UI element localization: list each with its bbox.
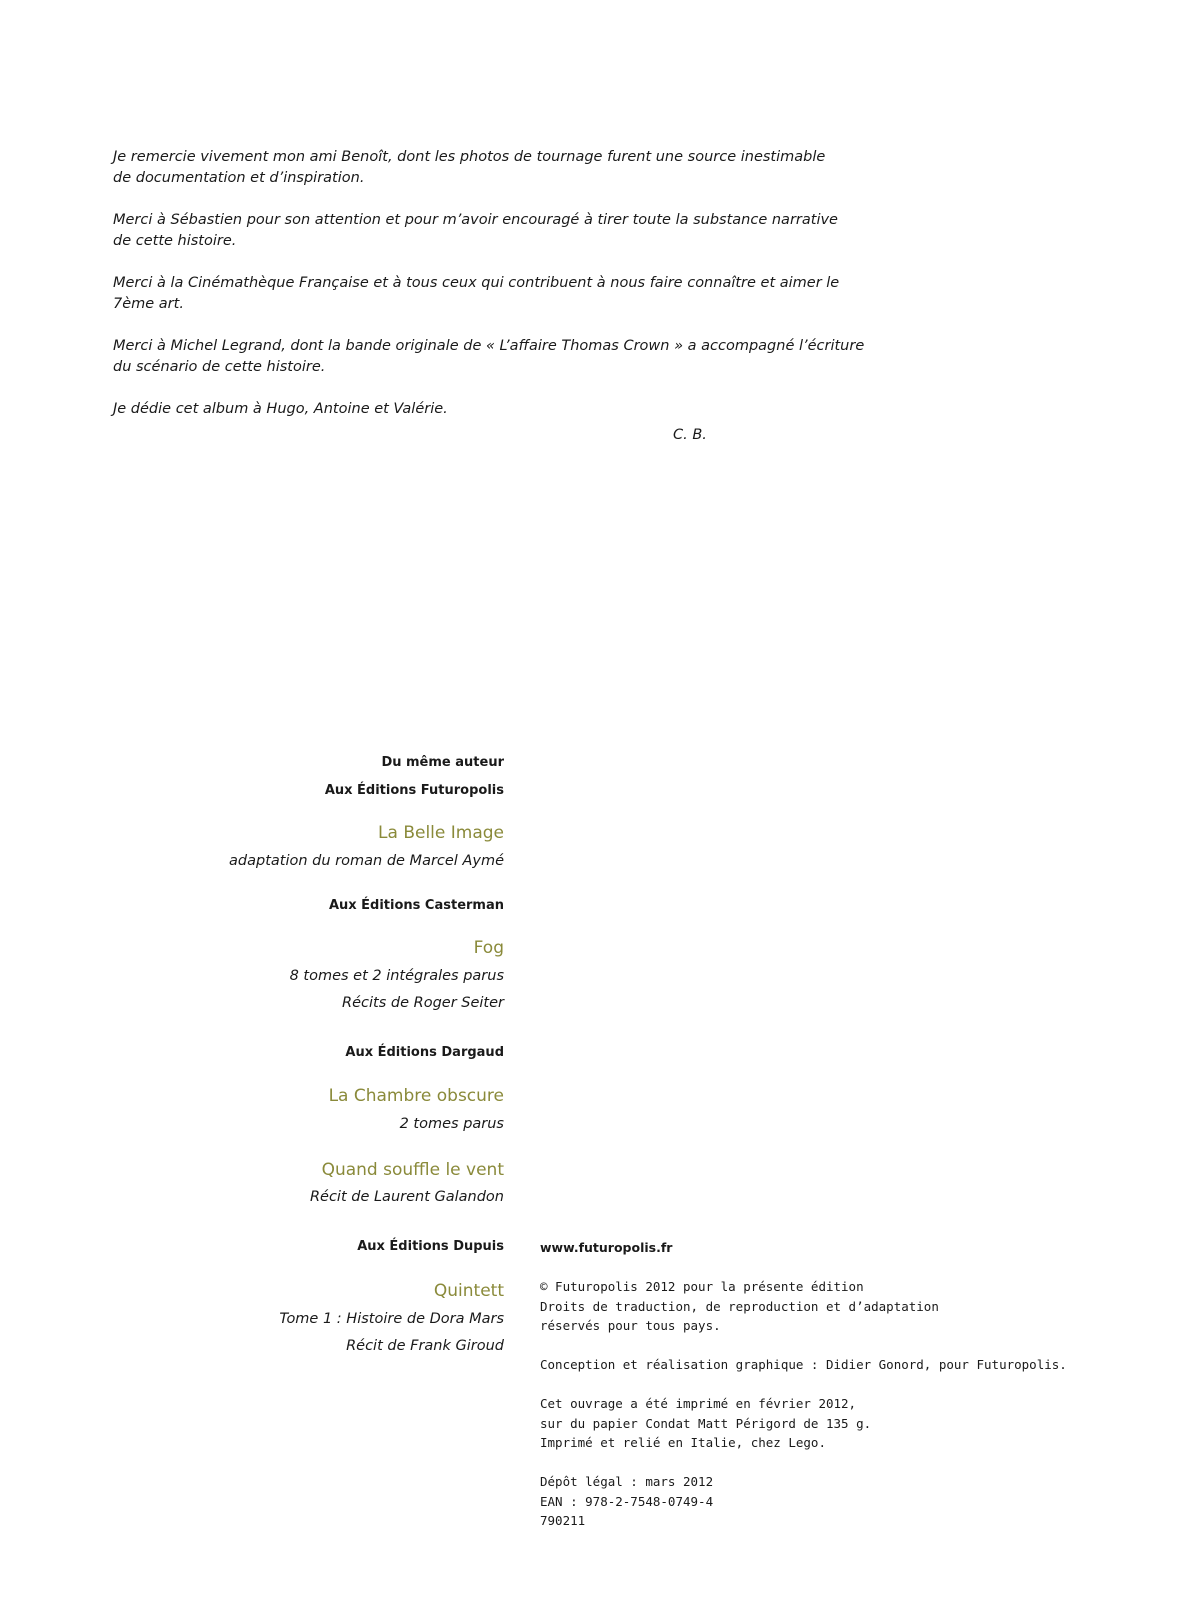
ack-paragraph xyxy=(113,147,873,189)
book-title: Quintett xyxy=(433,1281,504,1301)
book-subtitle: Récit de Frank Giroud xyxy=(346,1338,504,1354)
book-subtitle: Récit de Laurent Galandon xyxy=(309,1189,504,1205)
book-subtitle: 8 tomes et 2 intégrales parus xyxy=(289,968,504,984)
ack-line: Merci à la Cinémathèque Française et à tous ceux qui contribuent à nous faire connaître et aimer le 7ème art. xyxy=(113,275,840,312)
book-subtitle: adaptation du roman de Marcel Aymé xyxy=(229,853,504,869)
design-credit: Conception et réalisation graphique : Didier Gonord, pour Futuropolis. xyxy=(540,1357,1067,1372)
legal-block xyxy=(540,1472,1140,1531)
ack-line: du scénario de cette histoire. xyxy=(113,359,326,375)
copyright-line: réservés pour tous pays. xyxy=(540,1318,721,1333)
ack-paragraph xyxy=(113,273,873,315)
website-link[interactable]: www.futuropolis.fr xyxy=(540,1240,673,1255)
book-title: Quand souffle le vent xyxy=(321,1160,504,1180)
ack-line: Merci à Sébastien pour son attention et pour m’avoir encouragé à tirer toute la substance narrative xyxy=(113,212,838,228)
printing-line: Imprimé et relié en Italie, chez Lego. xyxy=(540,1435,826,1450)
book-subtitle: Tome 1 : Histoire de Dora Mars xyxy=(279,1311,504,1327)
ack-line: Je remercie vivement mon ami Benoît, dont les photos de tournage furent une source inestimable xyxy=(113,149,826,165)
ack-paragraph xyxy=(113,336,873,378)
printing-line: sur du papier Condat Matt Périgord de 135 g. xyxy=(540,1415,872,1431)
book-title: Fog xyxy=(473,938,504,958)
signature: C. B. xyxy=(673,427,707,443)
ack-paragraph xyxy=(113,399,873,420)
legal-line: EAN : 978-2-7548-0749-4 xyxy=(540,1493,714,1509)
publisher-heading: Aux Éditions Dupuis xyxy=(357,1239,504,1254)
ack-line: Merci à Michel Legrand, dont la bande originale de « L’affaire Thomas Crown » a accompagné l’écriture xyxy=(113,338,865,354)
publisher-heading: Aux Éditions Casterman xyxy=(328,898,504,913)
legal-line: Dépôt légal : mars 2012 xyxy=(540,1474,714,1489)
colophon xyxy=(540,1238,1140,1550)
publisher-heading: Aux Éditions Dargaud xyxy=(345,1045,504,1060)
ack-line: Je dédie cet album à Hugo, Antoine et Valérie. xyxy=(113,401,448,417)
ack-line: de documentation et d’inspiration. xyxy=(113,170,365,186)
copyright-line: © Futuropolis 2012 pour la présente édition xyxy=(540,1279,864,1294)
copyright-block xyxy=(540,1277,1140,1336)
acknowledgements xyxy=(113,147,873,441)
book-subtitle: 2 tomes parus xyxy=(399,1116,504,1132)
book-title: La Chambre obscure xyxy=(328,1086,504,1106)
bibliography-heading: Du même auteur xyxy=(381,755,504,770)
printing-line: Cet ouvrage a été imprimé en février 2012, xyxy=(540,1396,857,1411)
copyright-line: Droits de traduction, de reproduction et d’adaptation xyxy=(540,1298,939,1314)
book-subtitle: Récits de Roger Seiter xyxy=(342,995,504,1011)
ack-line: de cette histoire. xyxy=(113,233,237,249)
printing-block xyxy=(540,1394,1140,1453)
ack-paragraph xyxy=(113,210,873,252)
legal-line: 790211 xyxy=(540,1513,586,1528)
publisher-heading: Aux Éditions Futuropolis xyxy=(324,783,504,798)
book-title: La Belle Image xyxy=(378,823,504,843)
